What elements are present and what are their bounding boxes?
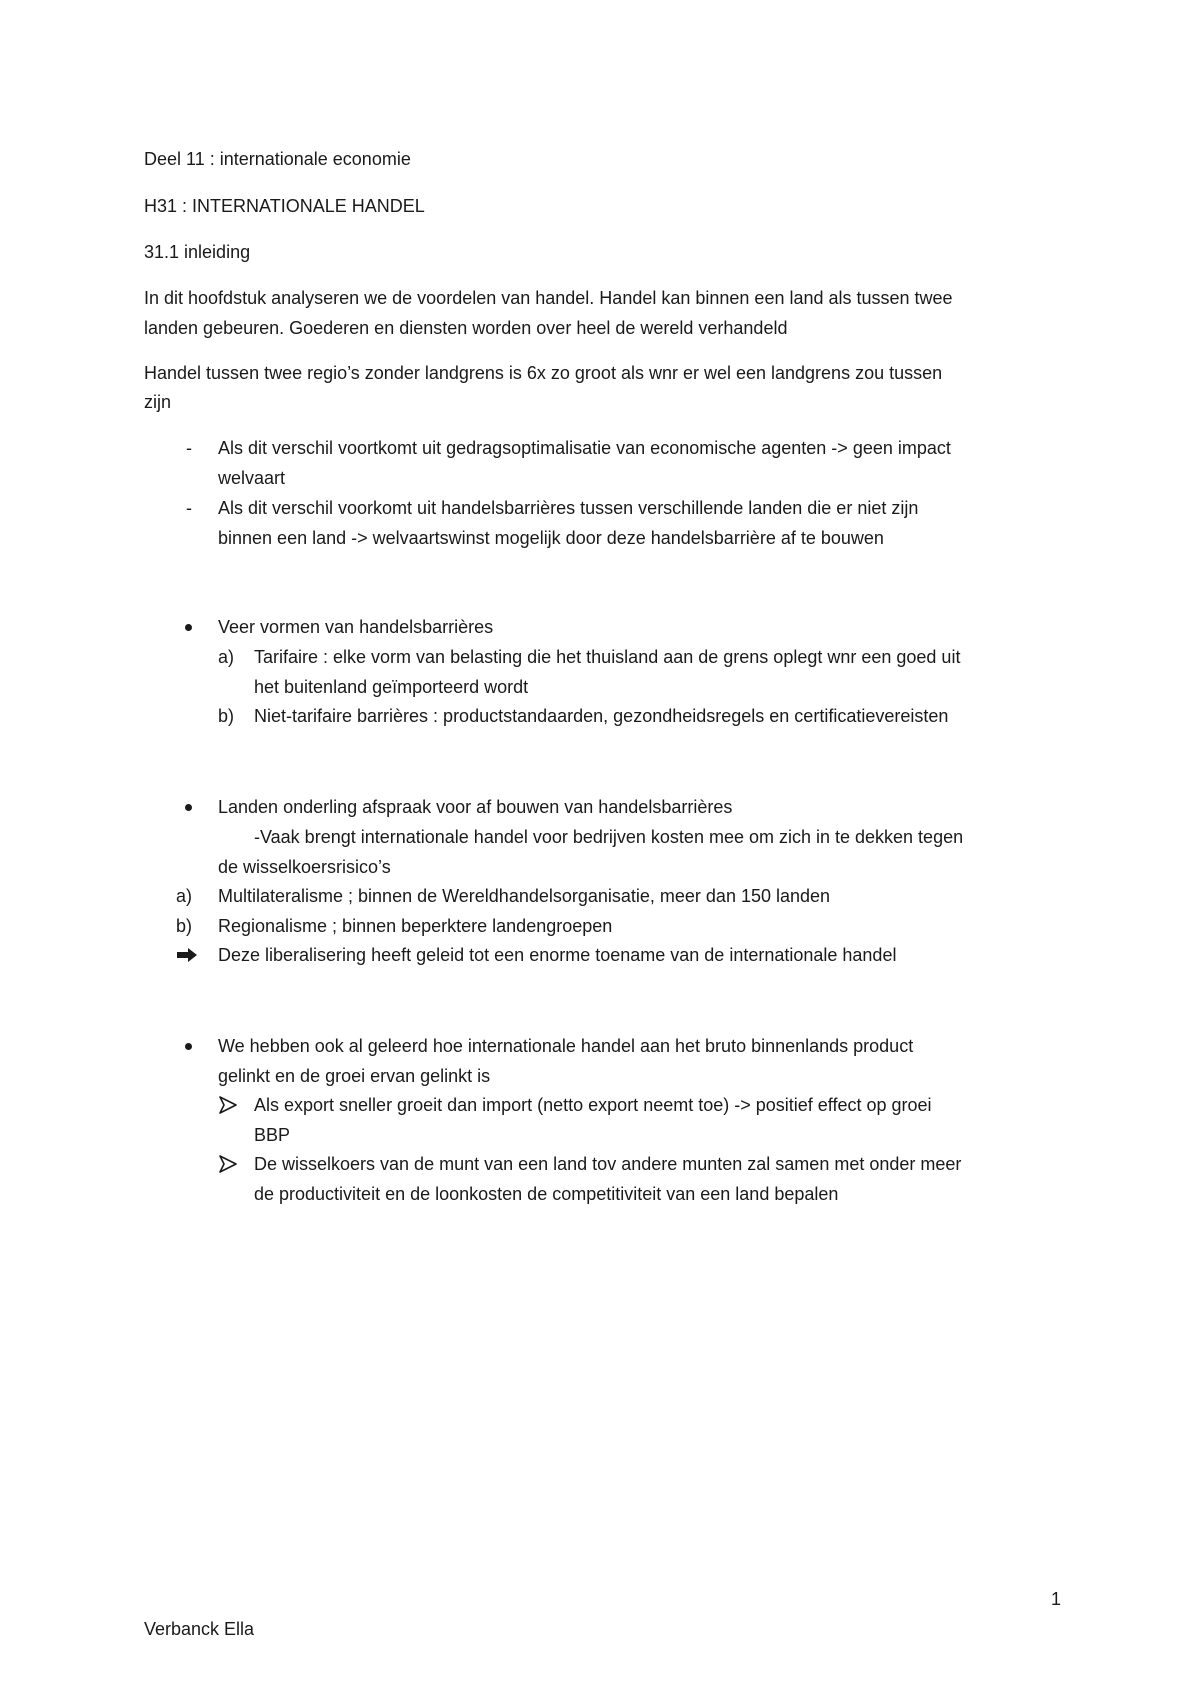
block2-conclusion: Deze liberalisering heeft geleid tot een enorme toename van de internationale handel	[218, 945, 897, 965]
bullet-dot-icon	[185, 804, 192, 811]
block1-title: Veer vormen van handelsbarrières	[218, 617, 494, 637]
dash-marker: -	[186, 498, 192, 518]
block2-item-a: Multilateralisme ; binnen de Wereldhandelsorganisatie, meer dan 150 landen	[218, 886, 831, 906]
intro-paragraph-1-line-1: In dit hoofdstuk analyseren we de voordelen van handel. Handel kan binnen een land als tussen twee	[144, 288, 953, 308]
block2-marker-a: a)	[176, 886, 193, 906]
bullet-dot-icon	[185, 1043, 192, 1050]
block2-marker-b: b)	[176, 916, 193, 936]
block1-item-a-line-1: Tarifaire : elke vorm van belasting die het thuisland aan de grens oplegt wnr een goed uit	[254, 647, 961, 667]
block2-item-b: Regionalisme ; binnen beperktere landengroepen	[218, 916, 613, 936]
dash-item-1-line-2: welvaart	[218, 468, 286, 488]
intro-paragraph-2-line-2: zijn	[144, 392, 172, 412]
section-title: 31.1 inleiding	[144, 242, 251, 262]
document-part-title: Deel 11 : internationale economie	[144, 149, 411, 169]
intro-paragraph-1-line-2: landen gebeuren. Goederen en diensten worden over heel de wereld verhandeld	[144, 318, 788, 338]
block3-sub-2-line-1: De wisselkoers van de munt van een land tov andere munten zal samen met onder meer	[254, 1154, 962, 1174]
dash-marker: -	[186, 438, 192, 458]
block1-item-a-line-2: het buitenland geïmporteerd wordt	[254, 677, 529, 697]
block3-title-line-2: gelinkt en de groei ervan gelinkt is	[218, 1066, 491, 1086]
block2-title: Landen onderling afspraak voor af bouwen van handelsbarrières	[218, 797, 733, 817]
block3-sub-1-line-1: Als export sneller groeit dan import (netto export neemt toe) -> positief effect op groei	[254, 1095, 932, 1115]
footer-author: Verbanck Ella	[144, 1619, 255, 1639]
arrow-right-icon	[176, 946, 198, 964]
block1-marker-a: a)	[218, 647, 235, 667]
arrowhead-bullet-icon	[218, 1096, 238, 1114]
block2-note-line-1: -Vaak brengt internationale handel voor bedrijven kosten mee om zich in te dekken tegen	[254, 827, 964, 847]
bullet-dot-icon	[185, 624, 192, 631]
block3-title-line-1: We hebben ook al geleerd hoe internationale handel aan het bruto binnenlands product	[218, 1036, 914, 1056]
dash-item-1-line-1: Als dit verschil voortkomt uit gedragsoptimalisatie van economische agenten -> geen impact	[218, 438, 951, 458]
intro-paragraph-2-line-1: Handel tussen twee regio’s zonder landgrens is 6x zo groot als wnr er wel een landgrens zou tussen	[144, 363, 943, 383]
arrowhead-bullet-icon	[218, 1155, 238, 1173]
block2-note-line-2: de wisselkoersrisico’s	[218, 857, 391, 877]
block1-item-b-line-1: Niet-tarifaire barrières : productstandaarden, gezondheidsregels en certificatievereisten	[254, 706, 949, 726]
chapter-title: H31 : INTERNATIONALE HANDEL	[144, 196, 425, 216]
page-number: 1	[1051, 1589, 1062, 1609]
block3-sub-1-line-2: BBP	[254, 1125, 291, 1145]
block3-sub-2-line-2: de productiviteit en de loonkosten de competitiviteit van een land bepalen	[254, 1184, 839, 1204]
dash-item-2-line-2: binnen een land -> welvaartswinst mogelijk door deze handelsbarrière af te bouwen	[218, 528, 884, 548]
block1-marker-b: b)	[218, 706, 235, 726]
dash-item-2-line-1: Als dit verschil voorkomt uit handelsbarrières tussen verschillende landen die er niet zijn	[218, 498, 919, 518]
